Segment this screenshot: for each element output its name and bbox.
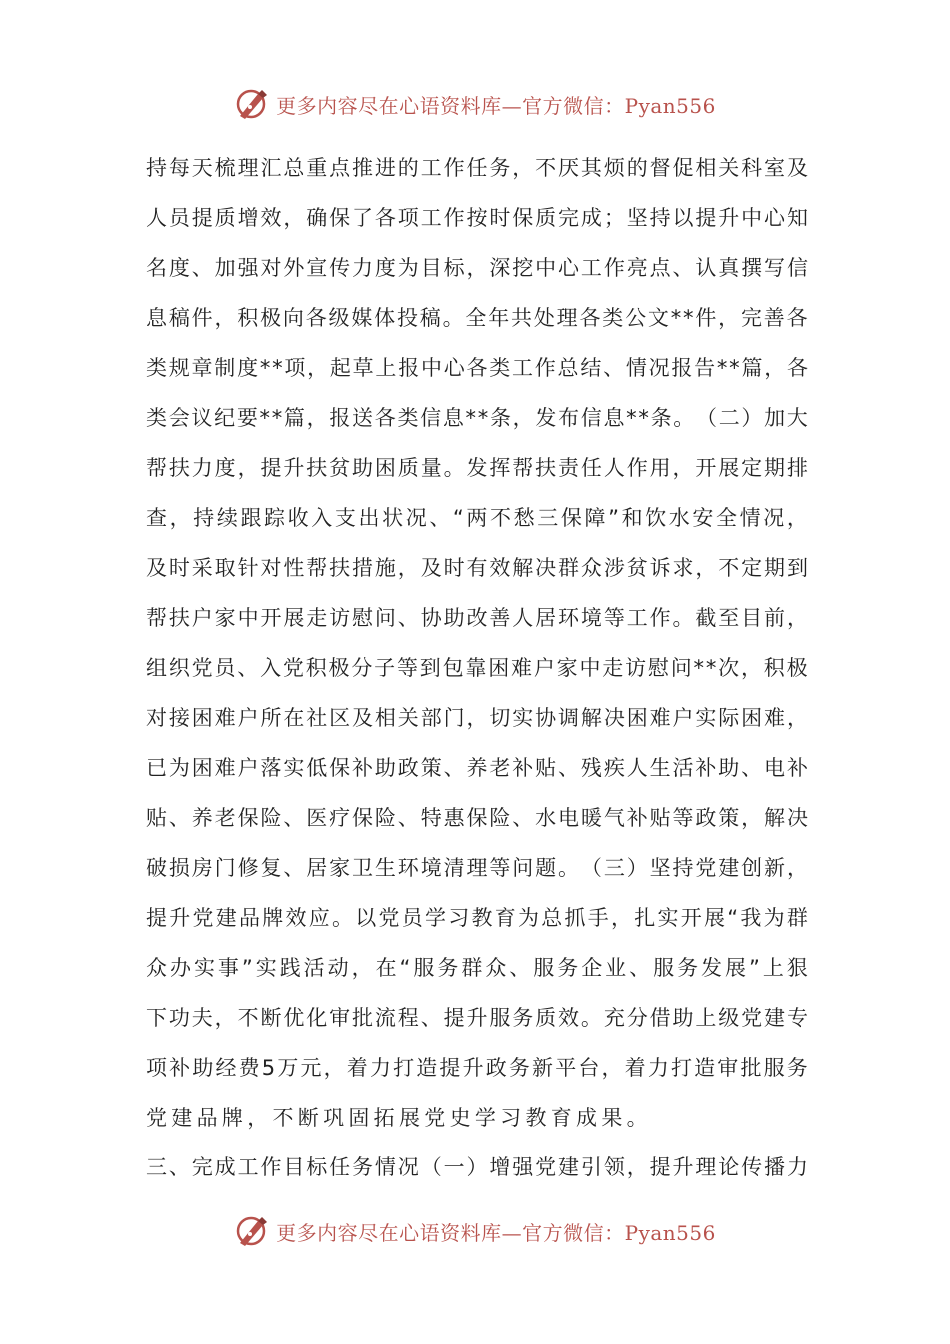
pen-nib-icon	[234, 1213, 270, 1249]
body-text-line: 组 织 党 员 、 入 党 积 极 分 子 等 到 包 靠 困 难 户 家 中 走 访 慰 问 * * 次 ， 积 极	[146, 656, 808, 680]
body-text-line: 贴 、 养 老 保 险 、 医 疗 保 险 、 特 惠 保 险 、 水 电 暖 气 补 贴 等 政 策 ， 解 决	[146, 806, 808, 830]
body-text-line: 查 ， 持 续 跟 踪 收 入 支 出 状 况 、 “ 两 不 愁 三 保 障 ” 和 饮 水 安 全 情 况 ，	[146, 506, 808, 530]
body-text-line: 项 补 助 经 费 5 万 元 ， 着 力 打 造 提 升 政 务 新 平 台 ， 着 力 打 造 审 批 服 务	[146, 1056, 808, 1080]
body-text-line: 下 功 夫 ， 不 断 优 化 审 批 流 程 、 提 升 服 务 质 效 。 充 分 借 助 上 级 党 建 专	[146, 1006, 808, 1030]
body-text-line: 已 为 困 难 户 落 实 低 保 补 助 政 策 、 养 老 补 贴 、 残 疾 人 生 活 补 助 、 电 补	[146, 756, 808, 780]
body-text-line: 众 办 实 事 ” 实 践 活 动 ， 在 “ 服 务 群 众 、 服 务 企 业 、 服 务 发 展 ” 上 狠	[146, 956, 808, 980]
body-text-line: 人 员 提 质 增 效 ， 确 保 了 各 项 工 作 按 时 保 质 完 成 ； 坚 持 以 提 升 中 心 知	[146, 206, 808, 230]
pen-nib-icon	[234, 86, 270, 122]
body-text-line: 息 稿 件 ， 积 极 向 各 级 媒 体 投 稿 。 全 年 共 处 理 各 类 公 文 * * 件 ， 完 善 各	[146, 306, 808, 330]
header-watermark-banner	[0, 84, 950, 124]
body-text-line: 对 接 困 难 户 所 在 社 区 及 相 关 部 门 ， 切 实 协 调 解 决 困 难 户 实 际 困 难 ，	[146, 706, 808, 730]
document-body	[146, 143, 808, 1198]
body-text-line: 帮 扶 力 度 ， 提 升 扶 贫 助 困 质 量 。 发 挥 帮 扶 责 任 人 作 用 ， 开 展 定 期 排	[146, 456, 808, 480]
body-text-line: 类 会 议 纪 要 * * 篇 ， 报 送 各 类 信 息 * * 条 ， 发 布 信 息 * * 条 。 （ 二 ） 加 大	[146, 406, 808, 430]
body-text-line: 名 度 、 加 强 对 外 宣 传 力 度 为 目 标 ， 深 挖 中 心 工 作 亮 点 、 认 真 撰 写 信	[146, 256, 808, 280]
section-heading-text: 三 、 完 成 工 作 目 标 任 务 情 况 （ 一 ） 增 强 党 建 引 领 ， 提 升 理 论 传 播 力	[146, 1155, 808, 1179]
body-text-line: 提 升 党 建 品 牌 效 应 。 以 党 员 学 习 教 育 为 总 抓 手 ， 扎 实 开 展 “ 我 为 群	[146, 906, 808, 930]
watermark-text: 更多内容尽在心语资料库—官方微信：Pyan556	[276, 93, 716, 118]
body-text-line: 及 时 采 取 针 对 性 帮 扶 措 施 ， 及 时 有 效 解 决 群 众 涉 贫 诉 求 ， 不 定 期 到	[146, 556, 808, 580]
body-text-line: 类 规 章 制 度 * * 项 ， 起 草 上 报 中 心 各 类 工 作 总 结 、 情 况 报 告 * * 篇 ， 各	[146, 356, 808, 380]
body-text-line: 党 建 品 牌 ， 不 断 巩 固 拓 展 党 史 学 习 教 育 成 果 。	[146, 1106, 648, 1130]
section-heading	[146, 1142, 808, 1192]
footer-watermark-banner	[0, 1211, 950, 1251]
body-text-line: 破 损 房 门 修 复 、 居 家 卫 生 环 境 清 理 等 问 题 。 （ 三 ） 坚 持 党 建 创 新 ，	[146, 856, 808, 880]
body-text-line: 持 每 天 梳 理 汇 总 重 点 推 进 的 工 作 任 务 ， 不 厌 其 烦 的 督 促 相 关 科 室 及	[146, 156, 808, 180]
watermark-text: 更多内容尽在心语资料库—官方微信：Pyan556	[276, 1220, 716, 1245]
body-text-line: 帮 扶 户 家 中 开 展 走 访 慰 问 、 协 助 改 善 人 居 环 境 等 工 作 。 截 至 目 前 ，	[146, 606, 808, 630]
